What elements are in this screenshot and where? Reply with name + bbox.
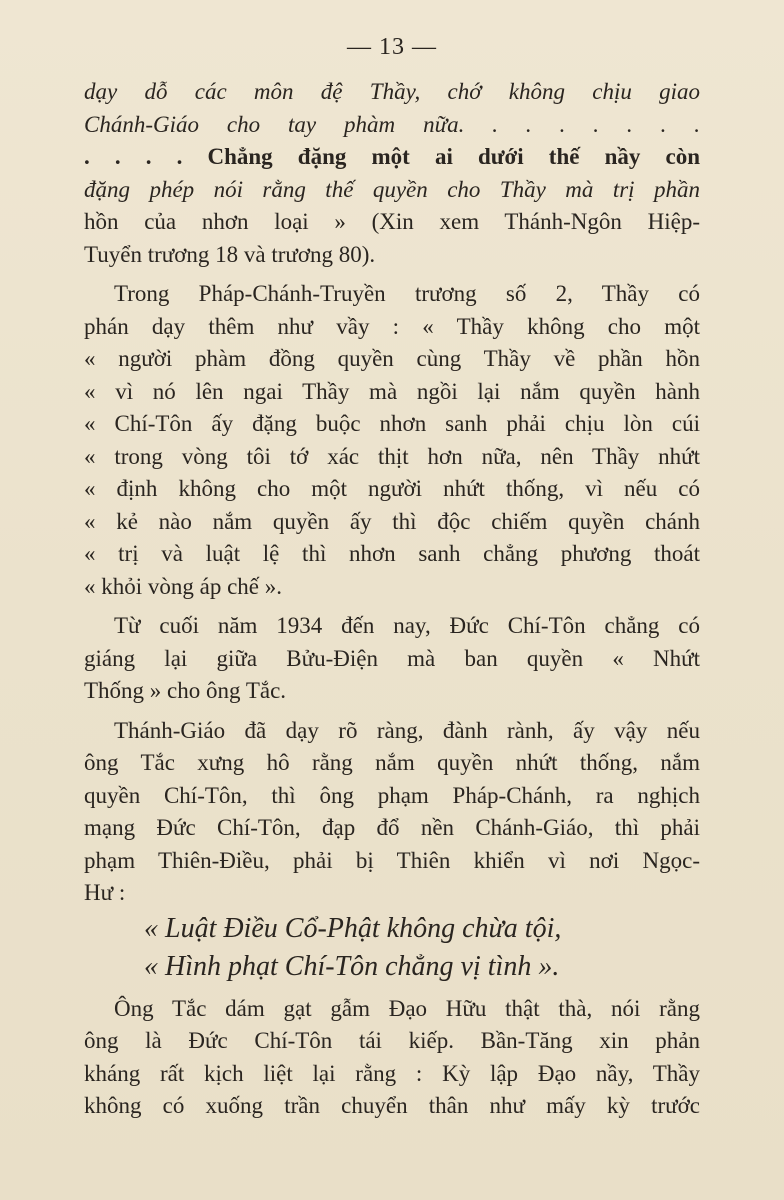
paragraph-3 — [84, 610, 700, 708]
text-line: Tuyển trương 18 và trương 80). — [84, 241, 376, 267]
text-line: kháng rất kịch liệt lại rằng : Kỳ lập Đạo nầy, Thầy — [84, 1060, 700, 1086]
text-line: Ông Tắc dám gạt gẫm Đạo Hữu thật thà, nói rằng — [114, 995, 700, 1021]
text-line: « định không cho một người nhứt thống, vì nếu có — [84, 476, 700, 501]
text-line: không có xuống trần chuyển thân như mấy kỳ trước — [84, 1093, 700, 1118]
text-line: Hư : — [84, 880, 126, 905]
text-line: ông là Đức Chí-Tôn tái kiếp. Bần-Tăng xin phản — [84, 1028, 700, 1053]
text-line: ông Tắc xưng hô rằng nắm quyền nhứt thống, nắm — [84, 750, 700, 775]
paragraph-5 — [84, 993, 700, 1123]
text-line: « khỏi vòng áp chế ». — [84, 573, 283, 599]
text-line: Trong Pháp-Chánh-Truyền trương số 2, Thầy có — [114, 281, 700, 306]
text-line: « người phàm đồng quyền cùng Thầy về phần hồn — [84, 346, 700, 371]
text-line: Chánh-Giáo cho tay phàm nữa. . . . . . . . — [84, 111, 700, 137]
text-line: « Chí-Tôn ấy đặng buộc nhơn sanh phải chịu lòn cúi — [84, 411, 700, 436]
text-line: giáng lại giữa Bửu-Điện mà ban quyền « Nhứt — [84, 645, 700, 671]
paragraph-4 — [84, 715, 700, 910]
verse-line: « Luật Điều Cổ-Phật không chừa tội, — [144, 912, 562, 944]
text-line: « trị và luật lệ thì nhơn sanh chẳng phương thoát — [84, 541, 700, 566]
text-line: hồn của nhơn loại » (Xin xem Thánh-Ngôn Hiệp- — [84, 209, 700, 234]
text-line: « vì nó lên ngai Thầy mà ngồi lại nắm quyền hành — [84, 378, 700, 404]
paragraph-2 — [84, 278, 700, 603]
page-number: — 13 — — [347, 34, 437, 60]
text-line: mạng Đức Chí-Tôn, đạp đổ nền Chánh-Giáo, thì phải — [84, 815, 700, 840]
text-line: đặng phép nói rằng thế quyền cho Thầy mà trị phần — [84, 176, 700, 202]
verse-line: « Hình phạt Chí-Tôn chẳng vị tình ». — [144, 950, 560, 982]
text-line: « kẻ nào nắm quyền ấy thì độc chiếm quyền chánh — [84, 508, 700, 534]
verse-quote — [84, 910, 700, 986]
text-line: dạy dỗ các môn đệ Thầy, chớ không chịu giao — [84, 79, 700, 104]
text-line: phán dạy thêm như vầy : « Thầy không cho một — [84, 313, 700, 339]
text-line: phạm Thiên-Điều, phải bị Thiên khiển vì nơi Ngọc- — [84, 847, 700, 873]
paragraph-1 — [84, 76, 700, 271]
text-line: quyền Chí-Tôn, thì ông phạm Pháp-Chánh, ra nghịch — [84, 782, 700, 808]
text-line: Thống » cho ông Tắc. — [84, 678, 287, 703]
text-line: Từ cuối năm 1934 đến nay, Đức Chí-Tôn chẳng có — [114, 613, 700, 638]
text-line: . . . . Chẳng đặng một ai dưới thế nầy còn — [84, 144, 700, 169]
text-line: « trong vòng tôi tớ xác thịt hơn nữa, nên Thầy nhứt — [84, 443, 700, 469]
text-line: Thánh-Giáo đã dạy rõ ràng, đành rành, ấy vậy nếu — [114, 717, 700, 743]
